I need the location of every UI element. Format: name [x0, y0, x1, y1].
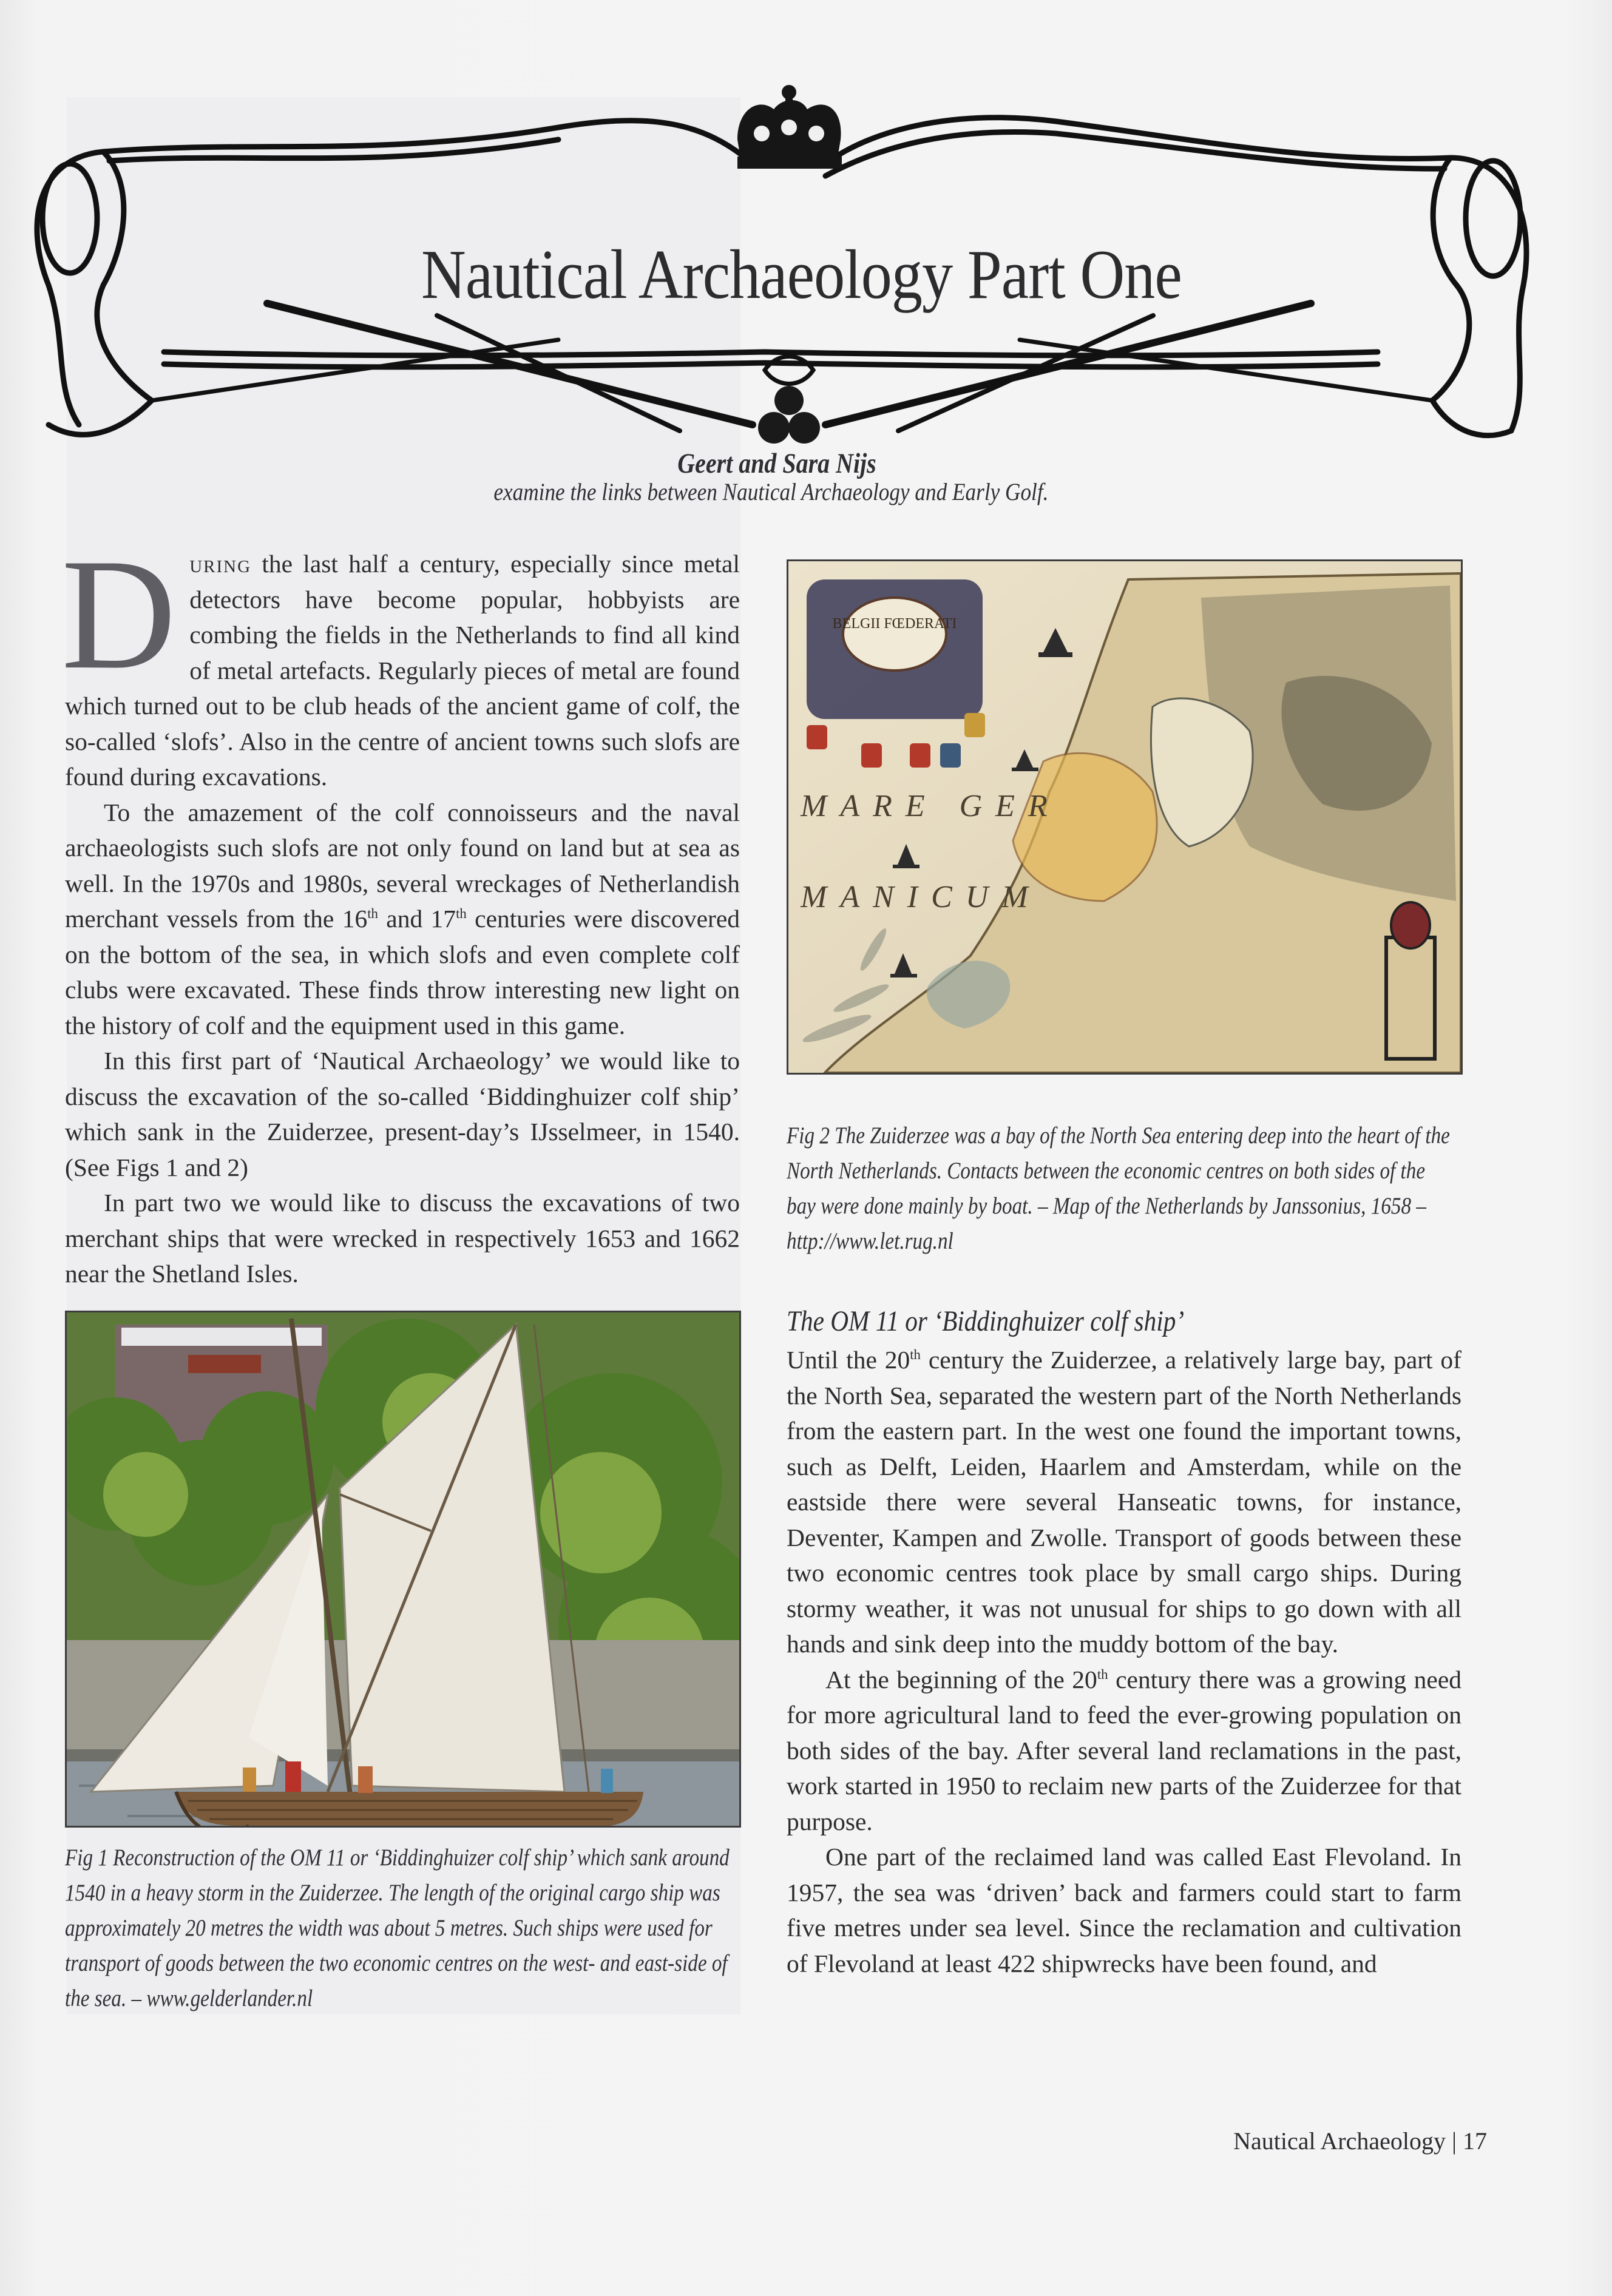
lead-in-smallcaps: uring: [189, 550, 252, 578]
paragraph-2: [65, 795, 740, 1044]
figure-1-caption-text: Fig 1 Reconstruction of the OM 11 or ‘Biddinghuizer colf ship’ which sank around 1540 in a heavy storm in the Zuiderzee. The length of the original cargo ship was approximately 20 metres the width was about 5 metres. Such ships were used for transport of goods between the two economic centres on the west- and east-side of the sea. – www.gelderlander.nl: [65, 1845, 730, 2011]
paragraph-2-text-a: To the amazement of the colf connoisseurs and the naval archaeologists such slofs are not only found on land but at sea as well. In the 1970s and 1980s, several wreckages of Netherlandish merchant vessels from the 16: [65, 798, 740, 933]
paragraph-1-text: the last half a century, especially since metal detectors have become popular, hobbyists are combing the fields in the Netherlands to find all kind of metal artefacts. Regularly pieces of metal are found which turned out to be club heads of the ancient game of colf, the so-called ‘slofs’. Also in the centre of ancient towns such slofs are found during excavations.: [65, 550, 740, 791]
article-subtitle: examine the links between Nautical Archaeology and Early Golf.: [493, 478, 1049, 505]
superscript: th: [456, 906, 467, 922]
paragraph-r2: [787, 1662, 1461, 1840]
sailing-ship-painting-icon: [67, 1312, 739, 1826]
left-column-body: [61, 526, 740, 1292]
paragraph-r2-text-a: At the beginning of the 20: [825, 1665, 1097, 1693]
paragraph-r1-text-b: century the Zuiderzee, a relatively large bay, part of the North Sea, separated the western part of the North Netherlands from the eastern part. In the west one found the important towns, such as Delft, Leiden, Haarlem and Amsterdam, while on the eastside there were several Hanseatic towns, for instance, Deventer, Kampen and Zwolle. Transport of goods between these two economic centres took place by small cargo ships. During stormy weather, it was not unusual for ships to go down with all hands and sink deep into the muddy bottom of the bay.: [787, 1346, 1462, 1658]
superscript: th: [1097, 1666, 1108, 1682]
paragraph-r2-text-b: century there was a growing need for more agricultural land to feed the ever-growing population on both sides of the bay. After several land reclamations in the past, work started in 1950 to reclaim new parts of the Zuiderzee for that purpose.: [787, 1665, 1461, 1835]
paragraph-r1-text-a: Until the 20: [787, 1346, 910, 1374]
paragraph-2-text-c: centuries were discovered on the bottom of the sea, in which slofs and even complete colf clubs were excavated. These finds throw interesting new light on the history of colf and the equipment used in this game.: [65, 905, 740, 1039]
page-number: 17: [1463, 2127, 1487, 2155]
superscript: th: [910, 1347, 921, 1363]
paragraph-1: [61, 526, 740, 795]
antique-map-icon: [788, 561, 1461, 1073]
page-title: Nautical Archaeology Part One: [421, 236, 1182, 314]
author-byline: Geert and Sara Nijs: [677, 448, 876, 479]
paragraph-r1: [787, 1342, 1461, 1662]
right-column-body: [787, 1342, 1461, 1981]
figure-1-ship-image: [65, 1311, 741, 1828]
figure-2-caption-text: Fig 2 The Zuiderzee was a bay of the North Sea entering deep into the heart of the North Netherlands. Contacts between the economic centres on both sides of the bay were done mainly by boat. – Map of the Netherlands by Janssonius, 1658 – http://www.let.rug.nl: [787, 1123, 1450, 1254]
figure-1-caption: [65, 1840, 740, 2016]
superscript: th: [367, 906, 378, 922]
page-footer: [1233, 2127, 1487, 2155]
figure-2-caption: [787, 1118, 1454, 1259]
section-heading-text: The OM 11 or ‘Biddinghuizer colf ship’: [787, 1305, 1185, 1337]
map-cartouche-text: BELGII FŒDERATI: [832, 616, 957, 632]
map-sea-label-1: MARE GER: [801, 789, 1061, 823]
paragraph-3: In this first part of ‘Nautical Archaeology’ we would like to discuss the excavation of the so-called ‘Biddinghuizer colf ship’ which sank in the Zuiderzee, present-day’s IJsselmeer, in 1540. (See Figs 1 and 2): [65, 1047, 740, 1181]
paragraph-2-text-b: and 17: [378, 905, 456, 933]
footer-separator: |: [1451, 2127, 1457, 2155]
footer-section-name: Nautical Archaeology: [1233, 2127, 1446, 2155]
map-sea-label-2: MANICUM: [801, 880, 1041, 914]
paragraph-r3: One part of the reclaimed land was called East Flevoland. In 1957, the sea was ‘driven’ back and farmers could start to farm five metres under sea level. Since the reclamation and cultivation of Flevoland at least 422 shipwrecks have been found, and: [787, 1843, 1461, 1977]
section-heading: [787, 1303, 1454, 1340]
drop-cap: D: [61, 526, 177, 702]
paragraph-4: In part two we would like to discuss the excavations of two merchant ships that were wrecked in respectively 1653 and 1662 near the Shetland Isles.: [65, 1189, 740, 1288]
figure-2-map-image: [787, 559, 1463, 1075]
